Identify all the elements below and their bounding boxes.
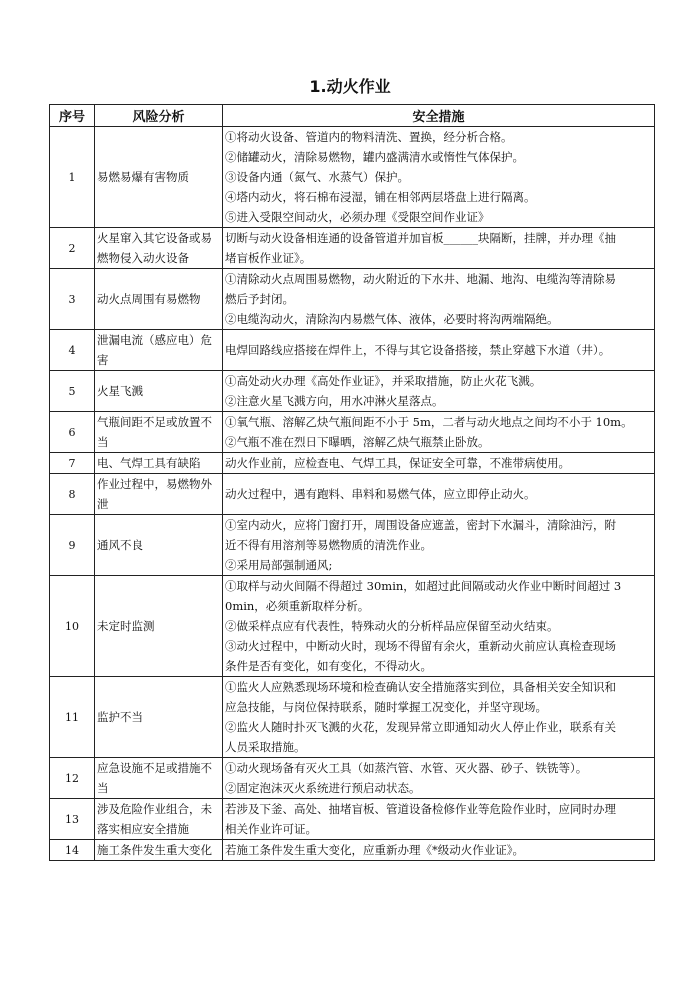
risk-analysis-cell: 易燃易爆有害物质: [95, 127, 223, 228]
table-row: [50, 228, 655, 269]
measure-line: ④塔内动火，将石棉布浸湿，铺在相邻两层塔盘上进行隔离。: [225, 190, 536, 204]
row-number: 5: [50, 371, 95, 412]
measure-line: 近不得有用溶剂等易燃物质的清洗作业。: [225, 538, 432, 552]
risk-table: [49, 104, 655, 861]
measure-line: ①氧气瓶、溶解乙炔气瓶间距不小于 5m，二者与动火地点之间均不小于 10m。: [225, 415, 633, 429]
measure-line: 0min，必须重新取样分析。: [225, 599, 370, 613]
header-no: 序号: [50, 105, 95, 127]
risk-analysis-cell: 气瓶间距不足或放置不当: [95, 412, 223, 453]
header-measures: 安全措施: [223, 105, 655, 127]
measure-line: 若施工条件发生重大变化，应重新办理《*级动火作业证》。: [225, 843, 524, 857]
measure-line: ①高处动火办理《高处作业证》，并采取措施，防止火花飞溅。: [225, 374, 542, 388]
row-number: 3: [50, 269, 95, 330]
measure-line: ①室内动火，应将门窗打开，周围设备应遮盖，密封下水漏斗，清除油污，附: [225, 518, 616, 532]
measure-line: 若涉及下釜、高处、抽堵盲板、管道设备检修作业等危险作业时，应同时办理: [225, 802, 616, 816]
measure-line: 切断与动火设备相连通的设备管道并加盲板______块隔断，挂牌，并办理《抽: [225, 231, 616, 245]
safety-measures-cell: [223, 576, 655, 677]
measure-line: ①取样与动火间隔不得超过 30min，如超过此间隔或动火作业中断时间超过 3: [225, 579, 622, 593]
row-number: 13: [50, 799, 95, 840]
table-row: [50, 453, 655, 474]
safety-measures-cell: [223, 758, 655, 799]
measure-line: 动火过程中，遇有跑料、串料和易燃气体，应立即停止动火。: [225, 487, 536, 501]
measure-line: ②采用局部强制通风;: [225, 558, 333, 572]
measure-line: 燃后予封闭。: [225, 292, 294, 306]
safety-measures-cell: [223, 799, 655, 840]
measure-line: ②注意火星飞溅方向，用水冲淋火星落点。: [225, 394, 444, 408]
table-row: [50, 576, 655, 677]
row-number: 8: [50, 474, 95, 515]
measure-line: 堵盲板作业证》。: [225, 251, 312, 265]
measure-line: ③设备内通（氮气、水蒸气）保护。: [225, 170, 409, 184]
safety-measures-cell: [223, 840, 655, 861]
safety-measures-cell: [223, 269, 655, 330]
measure-line: ②固定泡沫灭火系统进行预启动状态。: [225, 781, 421, 795]
table-row: [50, 515, 655, 576]
measure-line: 人员采取措施。: [225, 740, 306, 754]
measure-line: ③动火过程中，中断动火时，现场不得留有余火，重新动火前应认真检查现场: [225, 639, 616, 653]
row-number: 12: [50, 758, 95, 799]
risk-analysis-cell: 涉及危险作业组合，未落实相应安全措施: [95, 799, 223, 840]
table-row: [50, 840, 655, 861]
risk-analysis-cell: 监护不当: [95, 677, 223, 758]
safety-measures-cell: [223, 412, 655, 453]
measure-line: 条件是否有变化，如有变化，不得动火。: [225, 659, 432, 673]
table-header-row: [50, 105, 655, 127]
measure-line: 相关作业许可证。: [225, 822, 317, 836]
measure-line: ②做采样点应有代表性，特殊动火的分析样品应保留至动火结束。: [225, 619, 559, 633]
risk-analysis-cell: 作业过程中，易燃物外泄: [95, 474, 223, 515]
measure-line: 动火作业前，应检查电、气焊工具，保证安全可靠，不准带病使用。: [225, 456, 570, 470]
measure-line: ②气瓶不准在烈日下曝晒，溶解乙炔气瓶禁止卧放。: [225, 435, 490, 449]
safety-measures-cell: [223, 330, 655, 371]
measure-line: ②电缆沟动火，清除沟内易燃气体、液体，必要时将沟两端隔绝。: [225, 312, 559, 326]
measure-line: ①清除动火点周围易燃物，动火附近的下水井、地漏、地沟、电缆沟等清除易: [225, 272, 616, 286]
table-row: [50, 371, 655, 412]
measure-line: 电焊回路线应搭接在焊件上，不得与其它设备搭接，禁止穿越下水道（井）。: [225, 343, 611, 357]
table-row: [50, 412, 655, 453]
header-risk: 风险分析: [95, 105, 223, 127]
table-row: [50, 269, 655, 330]
safety-measures-cell: [223, 474, 655, 515]
safety-measures-cell: [223, 127, 655, 228]
row-number: 14: [50, 840, 95, 861]
risk-analysis-cell: 通风不良: [95, 515, 223, 576]
measure-line: ①将动火设备、管道内的物料清洗、置换，经分析合格。: [225, 130, 513, 144]
safety-measures-cell: [223, 228, 655, 269]
measure-line: ①动火现场备有灭火工具（如蒸汽管、水管、灭火器、砂子、铁铣等）。: [225, 761, 588, 775]
risk-analysis-cell: 应急设施不足或措施不当: [95, 758, 223, 799]
risk-analysis-cell: 泄漏电流（感应电）危害: [95, 330, 223, 371]
table-row: [50, 799, 655, 840]
row-number: 9: [50, 515, 95, 576]
measure-line: ⑤进入受限空间动火，必须办理《受限空间作业证》: [225, 210, 490, 224]
row-number: 7: [50, 453, 95, 474]
measure-line: ②监火人随时扑灭飞溅的火花，发现异常立即通知动火人停止作业，联系有关: [225, 720, 616, 734]
table-row: [50, 758, 655, 799]
table-row: [50, 474, 655, 515]
safety-measures-cell: [223, 453, 655, 474]
table-row: [50, 127, 655, 228]
risk-analysis-cell: 施工条件发生重大变化: [95, 840, 223, 861]
safety-measures-cell: [223, 515, 655, 576]
table-row: [50, 677, 655, 758]
measure-line: ②储罐动火，清除易燃物，罐内盛满清水或惰性气体保护。: [225, 150, 524, 164]
measure-line: 应急技能，与岗位保持联系，随时掌握工况变化，并坚守现场。: [225, 700, 547, 714]
row-number: 1: [50, 127, 95, 228]
risk-analysis-cell: 未定时监测: [95, 576, 223, 677]
safety-measures-cell: [223, 677, 655, 758]
table-row: [50, 330, 655, 371]
row-number: 6: [50, 412, 95, 453]
row-number: 10: [50, 576, 95, 677]
risk-analysis-cell: 电、气焊工具有缺陷: [95, 453, 223, 474]
measure-line: ①监火人应熟悉现场环境和检查确认安全措施落实到位，具备相关安全知识和: [225, 680, 616, 694]
row-number: 11: [50, 677, 95, 758]
row-number: 4: [50, 330, 95, 371]
table-body: [50, 127, 655, 861]
row-number: 2: [50, 228, 95, 269]
risk-analysis-cell: 火星飞溅: [95, 371, 223, 412]
risk-analysis-cell: 火星窜入其它设备或易燃物侵入动火设备: [95, 228, 223, 269]
risk-analysis-cell: 动火点周围有易燃物: [95, 269, 223, 330]
page-title: 1.动火作业: [309, 77, 391, 96]
safety-measures-cell: [223, 371, 655, 412]
